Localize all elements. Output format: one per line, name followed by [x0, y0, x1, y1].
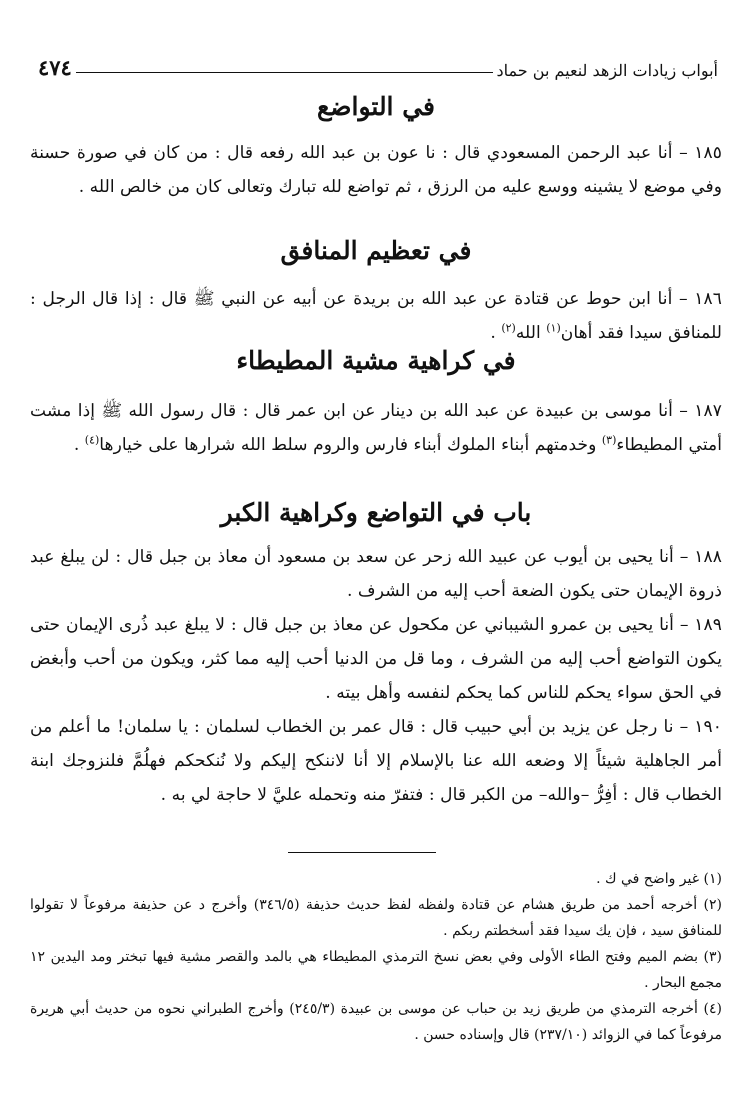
hadith-number: ١٨٧	[694, 401, 722, 421]
section-heading: في تعظيم المنافق	[280, 236, 472, 265]
section-heading: باب في التواضع وكراهية الكبر	[220, 498, 532, 527]
hadith-text-end: .	[73, 435, 85, 455]
footnote: (١) غير واضح في ك .	[596, 871, 722, 887]
hadith-text-cont: الله	[515, 323, 547, 343]
hadith-paragraph: ١٨٧ – أنا موسى بن عبيدة عن عبد الله بن دينار عن ابن عمر قال : قال رسول الله ﷺ إذا مشت أمتي المطيطاء$^{(٣)}$ وخدمتهم أبناء الملوك أبناء فارس والروم سلط الله شرارها على خيارها$^{(٤)}$ .	[30, 401, 722, 455]
hadith-paragraph: ١٨٨ – أنا يحيى بن أيوب عن عبيد الله زحر عن سعد بن مسعود أن معاذ بن جبل قال : لن يبلغ عبد ذروة الإيمان حتى يكون الضعة أحب إليه من الشرف .	[30, 547, 722, 601]
footnotes	[30, 866, 722, 1048]
hadith-number: ١٨٦	[694, 289, 722, 309]
hadith-text-end: .	[490, 323, 502, 343]
page-number: ٤٧٤	[38, 55, 72, 80]
hadith-text: أنا ابن حوط عن قتادة عن عبد الله بن بريدة عن أبيه عن النبي ﷺ قال : إذا قال الرجل : للمنافق سيدا فقد أهان	[30, 289, 722, 343]
running-title: أبواب زيادات الزهد لنعيم بن حماد	[496, 61, 718, 80]
hadith-text: نا رجل عن يزيد بن أبي حبيب قال : قال عمر بن الخطاب لسلمان : يا سلمان! ما أعلم من أمر الجاهلية شيئاً إلا وضعه الله عنا بالإسلام إلا أنا لاننكح إليكم ولا نُنكحكم فهلُمَّ فلنزوجك ابنة الخطاب قال : أفِرُّ –والله– من الكبر قال : فتفرّ منه وتحمله عليَّ لا حاجة لي به .	[30, 717, 722, 805]
running-header	[30, 52, 722, 80]
hadith-number: ١٩٠	[694, 717, 722, 737]
footnote: (٤) أخرجه الترمذي من طريق زيد بن حباب عن موسى بن عبيدة (٢٤٥/٣) وأخرج الطبراني نحوه من حديث أبي هريرة مرفوعاً كما في الزوائد (٢٣٧/١٠) قال وإسناده حسن .	[30, 1001, 723, 1043]
hadith-text: أنا يحيى بن عمرو الشيباني عن مكحول عن معاذ بن جبل قال : لا يبلغ عبد ذُرى الإيمان حتى يكون التواضع أحب إليه من الشرف ، وما قل من الدنيا أحب إليه مما كثر، ويكون من أحب وأبغض في الحق سواء يحكم للناس كما يحكم لنفسه وأهل بيته .	[30, 615, 722, 703]
footnote-separator	[288, 852, 436, 853]
hadith-number: ١٨٨	[694, 547, 722, 567]
header-rule	[76, 72, 493, 73]
footnote-ref: (٤)	[84, 433, 100, 447]
footnote-ref: (٣)	[601, 433, 617, 447]
hadith-number: ١٨٥	[694, 143, 722, 163]
section-heading: في التواضع	[317, 92, 435, 121]
footnote-ref: (١)	[546, 321, 561, 335]
footnote: (٢) أخرجه أحمد من طريق هشام عن قتادة ولفظه لفظ حديث حذيفة (٣٤٦/٥) وأخرج د عن حذيفة مرفوعاً لا تقولوا للمنافق سيد ، فإن يك سيدا فقد أسخطتم ربكم .	[30, 897, 723, 939]
hadith-paragraph: ١٨٦ – أنا ابن حوط عن قتادة عن عبد الله بن بريدة عن أبيه عن النبي ﷺ قال : إذا قال الرجل : للمنافق سيدا فقد أهان$^{(١)}$ الله$^{(٢)}$ .	[30, 289, 722, 343]
footnote: (٣) بضم الميم وفتح الطاء الأولى وفي بعض نسخ الترمذي المطيطاء هي بالمد والقصر مشية فيها تبختر ومد اليدين ١٢ مجمع البحار .	[30, 949, 722, 991]
hadith-paragraph: ١٩٠ – نا رجل عن يزيد بن أبي حبيب قال : قال عمر بن الخطاب لسلمان : يا سلمان! ما أعلم من أمر الجاهلية شيئاً إلا وضعه الله عنا بالإسلام إلا أنا لاننكح إليكم ولا نُنكحكم فهلُمَّ فلنزوجك ابنة الخطاب قال : أفِرُّ –والله– من الكبر قال : فتفرّ منه وتحمله عليَّ لا حاجة لي به .	[30, 717, 722, 805]
hadith-text: أنا موسى بن عبيدة عن عبد الله بن دينار عن ابن عمر قال : قال رسول الله ﷺ إذا مشت أمتي المطيطاء	[30, 401, 722, 455]
hadith-paragraph: ١٨٥ – أنا عبد الرحمن المسعودي قال : نا عون بن عبد الله رفعه قال : من كان في صورة حسنة وفي موضع لا يشينه ووسع عليه من الرزق ، ثم تواضع لله تبارك وتعالى كان من خالص الله .	[30, 143, 722, 197]
hadith-paragraph: ١٨٩ – أنا يحيى بن عمرو الشيباني عن مكحول عن معاذ بن جبل قال : لا يبلغ عبد ذُرى الإيمان حتى يكون التواضع أحب إليه من الشرف ، وما قل من الدنيا أحب إليه مما كثر، ويكون من أحب وأبغض في الحق سواء يحكم للناس كما يحكم لنفسه وأهل بيته .	[30, 615, 722, 703]
hadith-text: أنا عبد الرحمن المسعودي قال : نا عون بن عبد الله رفعه قال : من كان في صورة حسنة وفي موضع لا يشينه ووسع عليه من الرزق ، ثم تواضع لله تبارك وتعالى كان من خالص الله .	[30, 143, 722, 197]
hadith-text: أنا يحيى بن أيوب عن عبيد الله زحر عن سعد بن مسعود أن معاذ بن جبل قال : لن يبلغ عبد ذروة الإيمان حتى يكون الضعة أحب إليه من الشرف .	[30, 547, 722, 601]
section-heading: في كراهية مشية المطيطاء	[236, 346, 516, 375]
hadith-text-cont: وخدمتهم أبناء الملوك أبناء فارس والروم سلط الله شرارها على خيارها	[99, 435, 602, 455]
footnote-ref: (٢)	[501, 321, 516, 335]
book-page	[30, 0, 722, 1102]
hadith-number: ١٨٩	[694, 615, 722, 635]
